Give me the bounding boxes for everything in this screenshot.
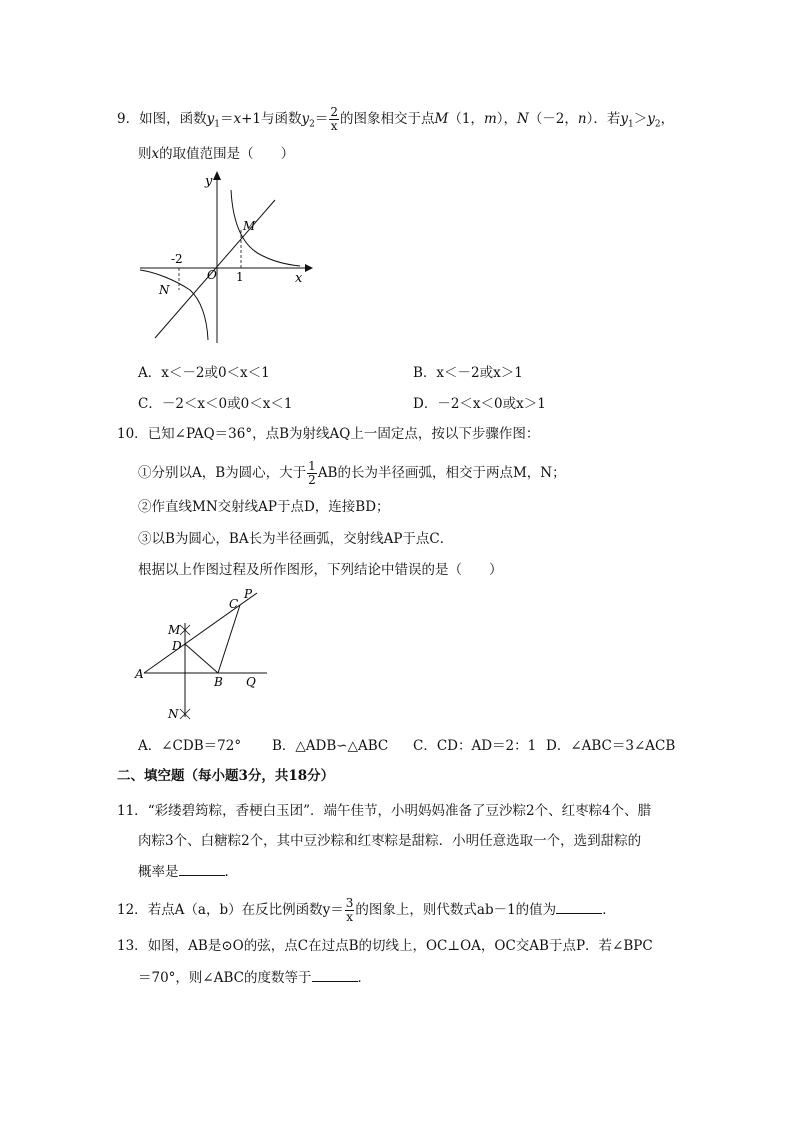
q9-gt: ＞ — [633, 111, 648, 127]
q9-mcoord2: ）， — [496, 111, 517, 127]
q10-step1-b: AB的长为半径画弧，相交于两点M，N； — [317, 465, 566, 481]
q13-answer-blank[interactable] — [312, 968, 358, 982]
q10-ray-AP — [144, 593, 257, 673]
q11-line2: 肉粽3个、白糖粽2个，其中豆沙粽和红枣粽是甜粽．小明任意选取一个，选到甜粽的 — [138, 833, 642, 849]
q10-label-B: B — [214, 675, 223, 689]
q9-option-D[interactable]: D．－2＜x＜0或x＞1 — [413, 396, 546, 412]
q9-line2-x: x — [151, 146, 160, 162]
q9-option-C[interactable]: C．－2＜x＜0或0＜x＜1 — [138, 396, 293, 412]
q11-line3-b: ． — [224, 864, 238, 880]
q10-segment-BC — [218, 605, 240, 673]
q9-text1: 如图，函数 — [139, 111, 207, 127]
q11-number: 11． — [117, 803, 148, 819]
q9-x: x — [233, 111, 242, 127]
q12-fraction — [345, 897, 355, 924]
q9-hyperbola-right — [231, 190, 300, 266]
q10-stem-line1 — [117, 425, 539, 443]
q9-comma: ， — [660, 111, 675, 127]
q9-function-graph — [135, 168, 315, 348]
q9-stem-line1 — [117, 106, 674, 134]
q9-fraction — [329, 106, 339, 133]
q11-line3-a: 概率是 — [138, 864, 179, 880]
q13-line2 — [138, 968, 371, 987]
q10-step1 — [138, 460, 566, 487]
q9-label-N: N — [159, 283, 170, 297]
q9-frac-num: 2 — [330, 105, 339, 119]
q9-label-y: y — [205, 174, 213, 189]
q10-number: 10． — [117, 426, 148, 442]
q10-label-P: P — [244, 587, 253, 601]
q9-y1-sub: 1 — [214, 119, 220, 130]
q9-ncoord2: ）．若 — [586, 111, 621, 127]
q12-text1: 若点A（a，b）在反比例函数y＝ — [147, 902, 344, 918]
q11-line1 — [117, 802, 651, 820]
q9-cond-y1: y — [620, 111, 628, 127]
q10-question: 根据以上作图过程及所作图形，下列结论中错误的是（ ） — [138, 562, 503, 578]
q10-option-D[interactable]: D．∠ABC＝3∠ACB — [546, 738, 676, 754]
q9-cond-y2-sub: 2 — [654, 119, 661, 130]
q10-line1: 已知∠PAQ＝36°，点B为射线AQ上一固定点，按以下步骤作图： — [147, 426, 540, 442]
q9-frac-den: x — [330, 119, 338, 133]
q10-frac-den: 2 — [308, 473, 316, 487]
q9-m: m — [483, 111, 497, 127]
q12-line — [117, 897, 616, 924]
q11-answer-blank[interactable] — [179, 862, 225, 876]
q9-tick-neg2: -2 — [171, 252, 183, 266]
q9-eq1: ＝ — [219, 111, 234, 127]
q9-plus1: +1 — [241, 111, 261, 127]
q12-text2: 的图象上，则代数式ab－1的值为 — [355, 902, 557, 918]
q9-label-x: x — [295, 271, 303, 286]
q9-stem-line2 — [138, 145, 294, 163]
q13-line2-a: ＝70°，则∠ABC的度数等于 — [138, 970, 312, 986]
q10-label-Q: Q — [246, 675, 256, 689]
q9-hyperbola-left — [140, 270, 208, 340]
q9-option-A[interactable]: A．x＜－2或0＜x＜1 — [138, 365, 270, 381]
q10-label-M: M — [168, 623, 181, 637]
q9-N: N — [517, 111, 529, 127]
q9-text2: 与函数 — [261, 111, 302, 127]
q9-label-M: M — [243, 219, 256, 233]
q9-line2-b: 的取值范围是（ ） — [159, 146, 295, 162]
q9-line2-a: 则 — [138, 146, 152, 162]
q12-frac-den: x — [346, 910, 353, 924]
q9-number: 9． — [117, 111, 140, 127]
q10-frac-num: 1 — [308, 459, 316, 473]
q10-step1-fraction — [307, 460, 317, 487]
q11-text1: “彩缕碧筠粽，香梗白玉团”．端午佳节，小明妈妈准备了豆沙粽2个、红枣粽4个、腊 — [147, 803, 652, 819]
q9-cond-y1-sub: 1 — [628, 119, 634, 130]
q13-number: 13． — [117, 938, 148, 954]
q9-ncoord1: （－2， — [528, 111, 578, 127]
q13-line1 — [117, 937, 653, 955]
q9-mcoord1: （1， — [448, 111, 484, 127]
q9-n: n — [577, 111, 587, 127]
q10-segment-BD — [185, 644, 218, 673]
q12-number: 12． — [117, 902, 148, 918]
q9-x-axis-arrow — [305, 264, 313, 272]
q13-line2-b: ． — [357, 970, 371, 986]
q9-option-B[interactable]: B．x＜－2或x＞1 — [413, 365, 523, 381]
q10-option-B[interactable]: B．△ADB∽△ABC — [272, 738, 389, 754]
q12-text3: ． — [602, 902, 616, 918]
q9-y2-sub: 2 — [309, 119, 315, 130]
section2-title: 二、填空题（每小题3分，共18分） — [117, 768, 335, 784]
q10-step2: ②作直线MN交射线AP于点D，连接BD； — [138, 499, 390, 515]
q9-text3: 的图象相交于点 — [340, 111, 435, 127]
q12-answer-blank[interactable] — [556, 900, 602, 914]
q10-label-A: A — [135, 667, 144, 681]
q10-option-A[interactable]: A．∠CDB＝72° — [138, 738, 242, 754]
q10-label-N: N — [168, 707, 179, 721]
q9-y-axis-arrow — [213, 171, 221, 180]
q9-cond-y2: y — [647, 111, 655, 127]
q10-step3: ③以B为圆心，BA长为半径画弧，交射线AP于点C． — [138, 531, 454, 547]
q9-tick-1: 1 — [236, 270, 244, 284]
q9-eq2: ＝ — [314, 111, 329, 127]
q10-step1-a: ①分别以A，B为圆心，大于 — [138, 465, 307, 481]
q12-frac-num: 3 — [345, 896, 354, 910]
q10-label-C: C — [229, 597, 239, 611]
q10-option-C[interactable]: C．CD：AD＝2：1 — [413, 738, 537, 754]
q9-label-O: O — [207, 268, 217, 282]
q9-y1: y — [206, 111, 215, 127]
q10-label-D: D — [172, 639, 182, 653]
q10-construction-figure — [132, 585, 272, 725]
q13-text1: 如图，AB是⊙O的弦，点C在过点B的切线上，OC⊥OA，OC交AB于点P．若∠BPC — [147, 938, 653, 954]
q9-y2: y — [301, 111, 310, 127]
q9-M: M — [434, 111, 449, 127]
q11-line3 — [138, 862, 238, 881]
